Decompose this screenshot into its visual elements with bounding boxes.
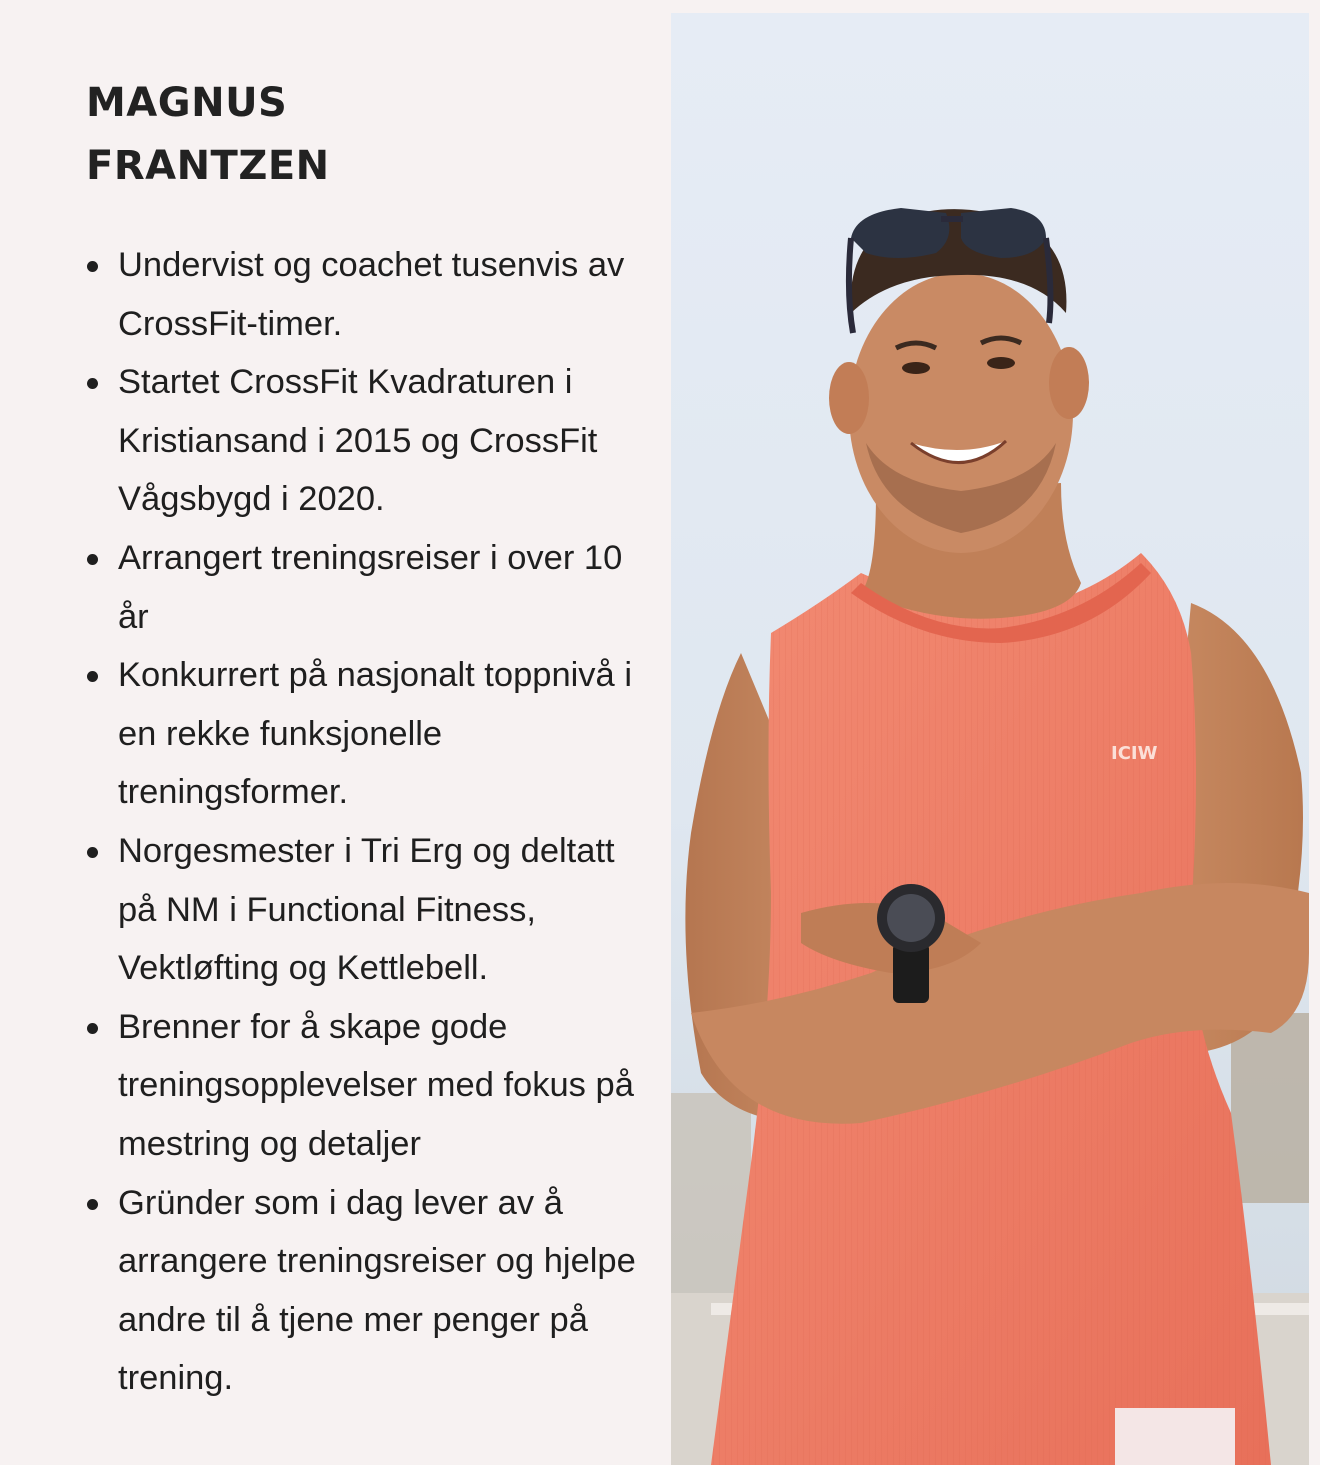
portrait-illustration [671, 13, 1309, 1465]
name-line-last: FRANTZEN [86, 143, 330, 189]
left-eye [902, 362, 930, 374]
right-ear [1049, 347, 1089, 419]
achievement-item: Startet CrossFit Kvadraturen i Kristiansand i 2015 og CrossFit Vågsbygd i 2020. [118, 353, 648, 529]
shirt-logo: ICIW [1111, 743, 1158, 764]
profile-name [86, 72, 330, 198]
achievement-item: Norgesmester i Tri Erg og deltatt på NM i Functional Fitness, Vektløfting og Kettlebell. [118, 822, 648, 998]
achievement-item: Gründer som i dag lever av å arrangere treningsreiser og hjelpe andre til å tjene mer penger på trening. [118, 1174, 648, 1408]
sunglasses-right-lens [961, 208, 1046, 258]
name-line-first: MAGNUS [86, 80, 288, 126]
achievement-item: Undervist og coachet tusenvis av CrossFit-timer. [118, 236, 648, 353]
achievement-item: Brenner for å skape gode treningsopplevelser med fokus på mestring og detaljer [118, 998, 648, 1174]
achievement-item: Arrangert treningsreiser i over 10 år [118, 529, 648, 646]
achievements-list [118, 236, 648, 1408]
right-eye [987, 357, 1015, 369]
decorative-square [1115, 1408, 1235, 1465]
left-ear [829, 362, 869, 434]
portrait-photo [671, 13, 1309, 1465]
background-building [1231, 1013, 1309, 1203]
achievement-item: Konkurrert på nasjonalt toppnivå i en rekke funksjonelle treningsformer. [118, 646, 648, 822]
